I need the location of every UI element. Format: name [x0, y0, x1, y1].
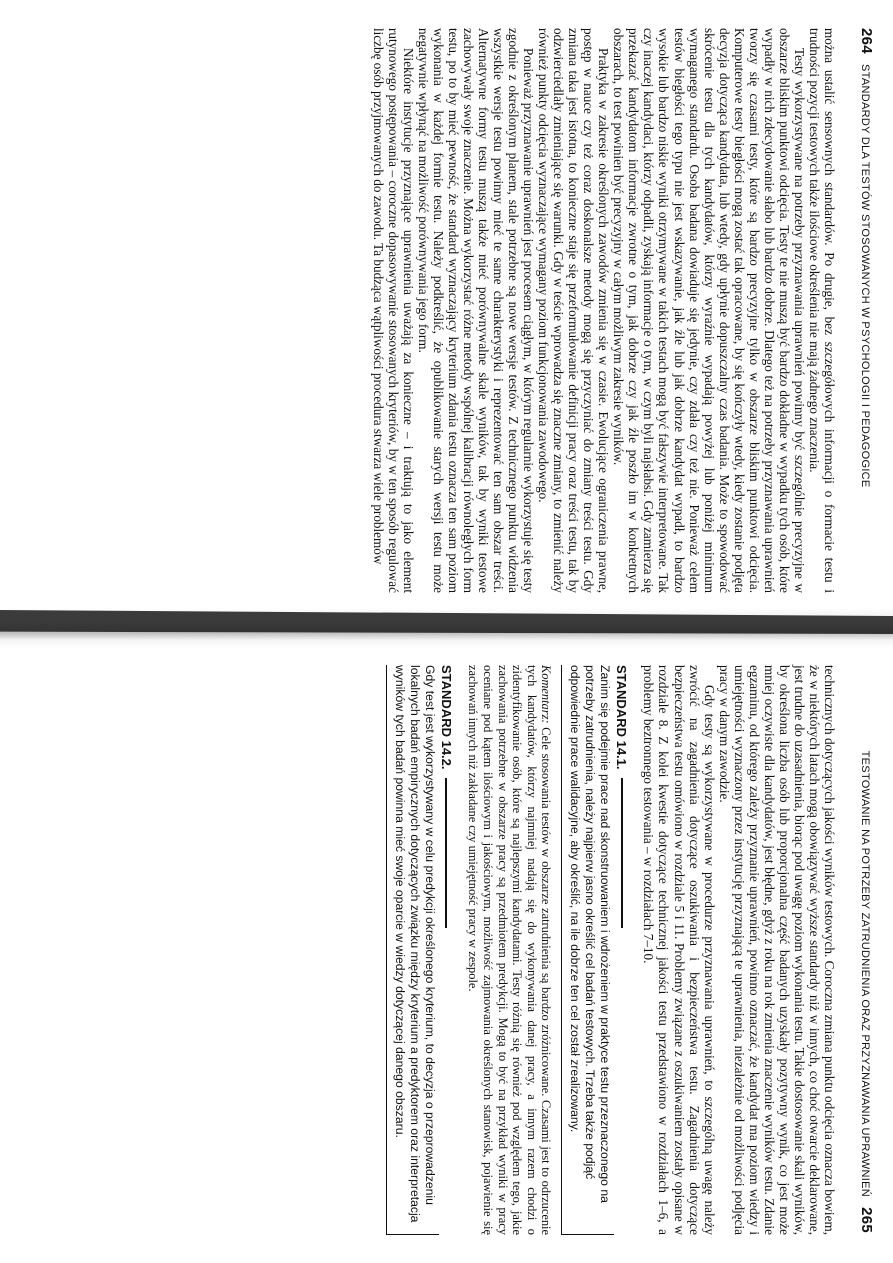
right-page-number: 265 — [858, 1207, 875, 1233]
paragraph: Niektóre instytucje przyznające uprawnienia uważają za konieczne – i traktują to jako element rutynowego postępowania – coroczne dopasowywanie stosowanych kryteriów, by w ten sposób regulować liczbę osób przyjmowanych do zawodu. Ta budząca wątpliwości procedura stwarza wiele problemów — [370, 28, 416, 593]
left-page — [0, 0, 893, 620]
paragraph: można ustalić sensownych standardów. Po drugie, bez szczegółowych informacji o formacie testu i trudności pozycji testowych także ilościowe określenia nie mają żadnego znaczenia. — [806, 28, 837, 593]
standard-heading — [614, 665, 629, 1235]
comment-label: Komentarz: — [539, 665, 554, 724]
standard-text-box: Gdy test jest wykorzystywany w celu predykcji określonego kryterium, to decyzja o przeprowadzeniu lokalnych badań empirycznych dotyczących związku między kryterium a predyktorem oraz interpretacja wyników tych badań powinna mieć swoje oparcie w wiedzy dotyczącej danego obszaru. — [386, 665, 439, 1235]
paragraph: Gdy testy są wykorzystywane w procedurze przyznawania uprawnień, to szczególną uwagę należy zwrócić na zagadnienia dotyczące oszukiwania i bezpieczeństwa testu. Zagadnienia dotyczące bezpieczeństwa testu omówiono w rozdziale 5 i 11. Problemy związane z oszukiwaniem zostały opisane w rozdziale 8. Z kolei kwestie dotyczące technicznej jakości testu przedstawiono w rozdziałach 1–6, a problemy beztronnego testowania – w rozdziałach 7–10. — [641, 665, 717, 1235]
right-running-head — [858, 751, 875, 1233]
standard-text-box: Zanim się podejmie prace nad skonstruowaniem i wdrożeniem w praktyce testu przeznaczonego na potrzeby zatrudnienia, należy najpierw jasno określić cel badań testowych. Trzeba także podjąć odpowiednie prace walidacyjne, aby określić, na ile dobrze ten cel został zrealizowany. — [561, 665, 614, 1235]
paragraph: technicznych dotyczących jakości wyników testowych. Coroczna zmiana punktu odcięcia oznacza bowiem, że w niektórych latach mogą obowiązywać wyższe standardy niż w innych, co choć otwarcie deklarowane, jest trudne do uzasadnienia, biorąc pod uwagę poziom wykonania testu. Takie dostosowanie skali wyników, by określona liczba osób lub proporcjonalna część badanych uzyskały pozytywny wynik, co jest może mniej oczywiste dla kandydatów, jest błędne, gdyż z roku na rok zmienia znaczenie wyników testu. Zdanie egzaminu, od którego zależy przyznanie uprawnień, powinno oznaczać, że kandydat ma poziom wiedzy i umiejętności wyznaczony przez instytucję przyznającą te uprawnienia, niezależnie od możliwości podjęcia pracy w danym zawodzie. — [716, 665, 837, 1235]
comment-paragraph — [466, 665, 554, 1235]
left-running-title: STANDARDY DLA TESTÓW STOSOWANYCH W PSYCHOLOGII I PEDAGOGICE — [859, 64, 871, 488]
paragraph: Testy wykorzystywane na potrzeby przyznawania uprawnień powinny być szczególnie precyzyjne w obszarze bliskim punktowi odcięcia. Testy te nie muszą być bardzo dokładne w wypadku tych osób, które wypadły w nich zdecydowanie słabo lub bardzo dobrze. Dlatego też na potrzeby przyznawania uprawnień tworzy się czasami testy, które są bardzo precyzyjne tylko w obszarze bliskim punktowi odcięcia. Komputerowe testy biegłości mogą zostać tak opracowane, by się kończyły wtedy, kiedy zostanie podjęta decyzja dotycząca kandydata, lub wtedy, gdy upłynie dopuszczalny czas badania. Może to spowodować skrócenie testu dla tych kandydatów, którzy wyraźnie wypadają powyżej lub poniżej minimum wymaganego standardu. Osoba badana dowiaduje się jedynie, czy zdała czy też nie. Ponieważ celem testów biegłości tego typu nie jest wskazywanie, jak źle lub jak dobrze kandydat wypadł, to bardzo wysokie lub bardzo niskie wyniki otrzymywane w takich testach mogą być fałszywie interpretowane. Tak czy inaczej kandydaci, którzy odpadli, zyskają informacje o tym, w czym byli najsłabsi. Gdy zamierza się przekazać kandydatom informacje zwrotne o tym, jak dobrze czy jak źle poszło im w konkretnych obszarach, to test powinien być precyzyjny w całym możliwym zakresie wyników. — [611, 28, 807, 593]
right-running-title: TESTOWANIE NA POTRZEBY ZATRUDNIENIA ORAZ PRZYZNAWANIA UPRAWNIEŃ — [859, 750, 871, 1197]
left-page-number: 264 — [858, 28, 875, 54]
left-running-head — [858, 28, 875, 488]
standard-number: STANDARD 14.1. — [614, 665, 630, 770]
right-page — [0, 635, 893, 1263]
paragraph: Praktyka w zakresie określonych zawodów zmienia się w czasie. Ewolucjące ograniczenia prawne, postęp w nauce czy też coraz doskonalsze metody mogą się przyczyniać do zmiany treści testu. Gdy zmiana taka jest istotna, to konieczne staje się przeformułowanie definicji pracy oraz treści testu, tak by odzwierciedlały zmieniające się warunki. Gdy w teście wprowadza się znaczne zmiany, to zmienić należy również punkty odcięcia wyznaczające wymagany poziom funkcjonowania zawodowego. — [536, 28, 612, 593]
heading-rule — [621, 778, 623, 928]
standard-heading — [439, 665, 454, 1235]
heading-rule — [445, 778, 447, 928]
right-text-column — [378, 665, 837, 1235]
paragraph: Ponieważ przyznawanie uprawnień jest procesem ciągłym, w którym regularnie wykorzystuje się testy zgodnie z określonym planem, stale potrzebne są nowe wersje testów. Z technicznego punktu widzenia wszystkie wersje testu powinny mieć te same charakterystyki i reprezentować ten sam obszar treści. Alternatywne formy testu muszą także mieć porównywalne skale wyników, tak by wyniki testowe zachowywały swoje znaczenie. Można wykorzystać różne metody wspólnej kalibracji równoległych form testu, po to by mieć pewność, że standard wyznaczający kryterium zdania testu oznacza ten sam poziom wykonania w każdej formie testu. Należy podkreślić, że opublikowanie starych wersji testu może negatywnie wpłynąć na możliwość porównywania jego form. — [415, 28, 537, 593]
standard-number: STANDARD 14.2. — [438, 665, 454, 770]
left-text-column — [371, 28, 837, 593]
comment-text: Cele stosowania testów w obszarze zatrudnienia są bardzo zróżnicowane. Czasami jest to odrzucenie tych kandydatów, którzy najmniej nadają się do wykonywania danej pracy, a innym razem chodzi o zidentyfikowanie osób, które są najlepszymi kandydatami. Testy różnią się również pod względem tego, jakie zachowania potrzebne w obszarze pracy są przedmiotem predykcji. Mogą to być na przykład wyniki w pracy oceniane pod kątem ilościowym i jakościowym, możliwość zajmowania określonych stanowisk, pojawienie się zachowań innych niż zakładane czy umiejętność pracy w zespole. — [466, 665, 554, 1235]
